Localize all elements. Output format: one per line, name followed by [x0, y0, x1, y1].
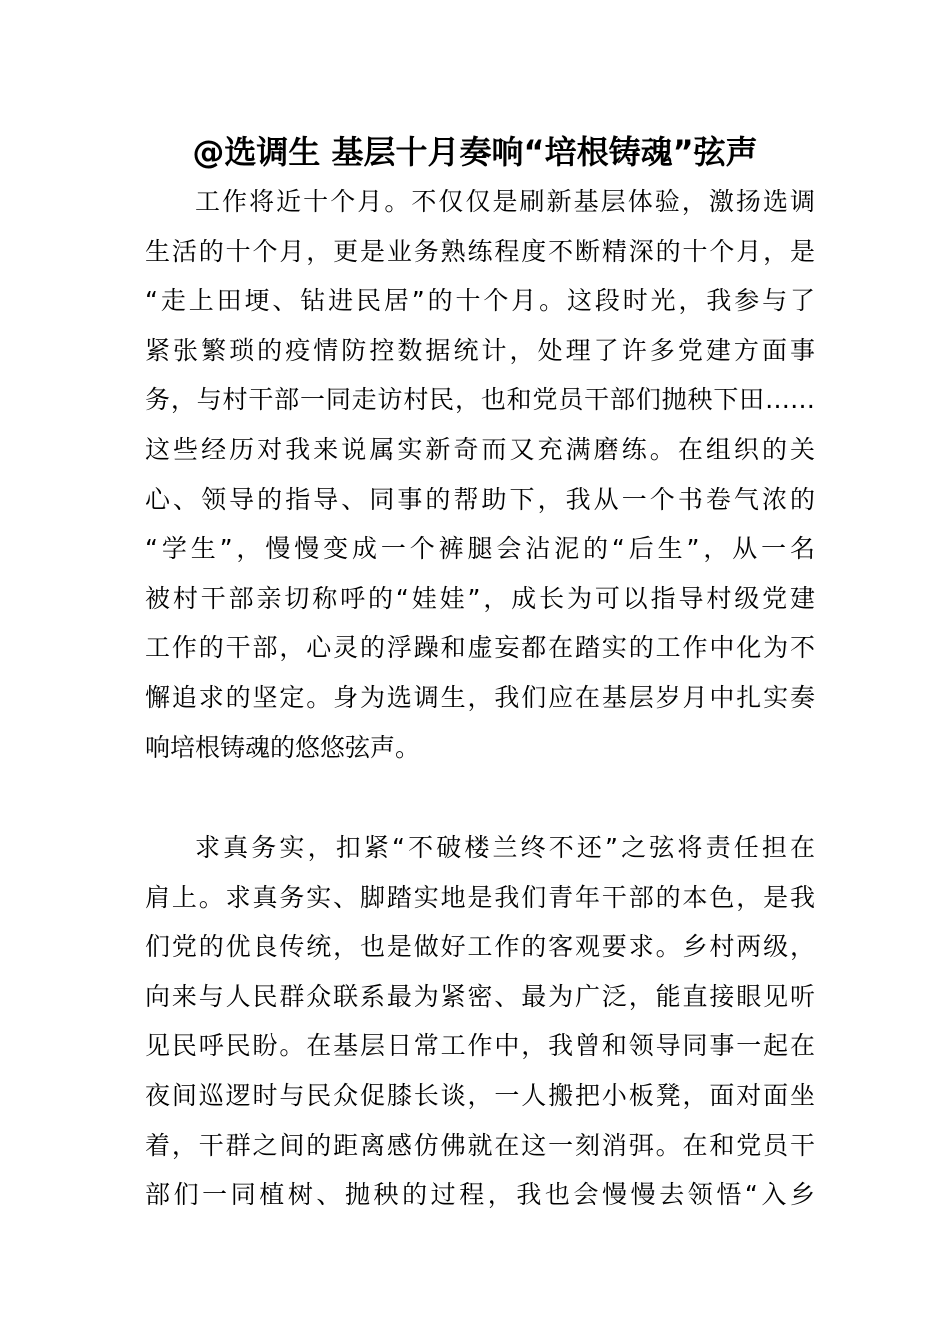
- text-line: 生活的十个月，更是业务熟练程度不断精深的十个月，是: [145, 236, 815, 266]
- text-line: 被村干部亲切称呼的“娃娃”，成长为可以指导村级党建: [145, 583, 815, 613]
- text-line: 工作的干部，心灵的浮躁和虚妄都在踏实的工作中化为不: [145, 633, 815, 663]
- text-line: 夜间巡逻时与民众促膝长谈，一人搬把小板凳，面对面坐: [145, 1080, 815, 1110]
- text-line: 求真务实，扣紧“不破楼兰终不还”之弦将责任担在: [195, 833, 815, 862]
- text-line: 务，与村干部一同走访村民，也和党员干部们抛秧下田……: [145, 385, 815, 415]
- text-line: “学生”，慢慢变成一个裤腿会沾泥的“后生”，从一名: [145, 534, 815, 564]
- text-line: 这些经历对我来说属实新奇而又充满磨练。在组织的关: [145, 434, 815, 464]
- text-line: 心、领导的指导、同事的帮助下，我从一个书卷气浓的: [145, 484, 815, 514]
- text-line: 工作将近十个月。不仅仅是刷新基层体验，激扬选调: [195, 187, 815, 216]
- text-line: 向来与人民群众联系最为紧密、最为广泛，能直接眼见听: [145, 981, 815, 1011]
- text-line: 响培根铸魂的悠悠弦声。: [145, 732, 421, 762]
- paragraph: [145, 177, 815, 772]
- text-line: 部们一同植树、抛秧的过程，我也会慢慢去领悟“入乡: [145, 1180, 815, 1210]
- text-line: 肩上。求真务实、脚踏实地是我们青年干部的本色，是我: [145, 882, 815, 912]
- paragraph: [145, 823, 815, 1220]
- document-title: @选调生 基层十月奏响“培根铸魂”弦声: [192, 133, 758, 171]
- text-line: 见民呼民盼。在基层日常工作中，我曾和领导同事一起在: [145, 1031, 815, 1061]
- text-line: 懈追求的坚定。身为选调生，我们应在基层岁月中扎实奏: [145, 682, 815, 712]
- text-line: 们党的优良传统，也是做好工作的客观要求。乡村两级，: [145, 932, 815, 962]
- text-line: 紧张繁琐的疫情防控数据统计，处理了许多党建方面事: [145, 335, 815, 365]
- text-line: 着，干群之间的距离感仿佛就在这一刻消弭。在和党员干: [145, 1130, 815, 1160]
- text-line: “走上田埂、钻进民居”的十个月。这段时光，我参与了: [145, 286, 815, 316]
